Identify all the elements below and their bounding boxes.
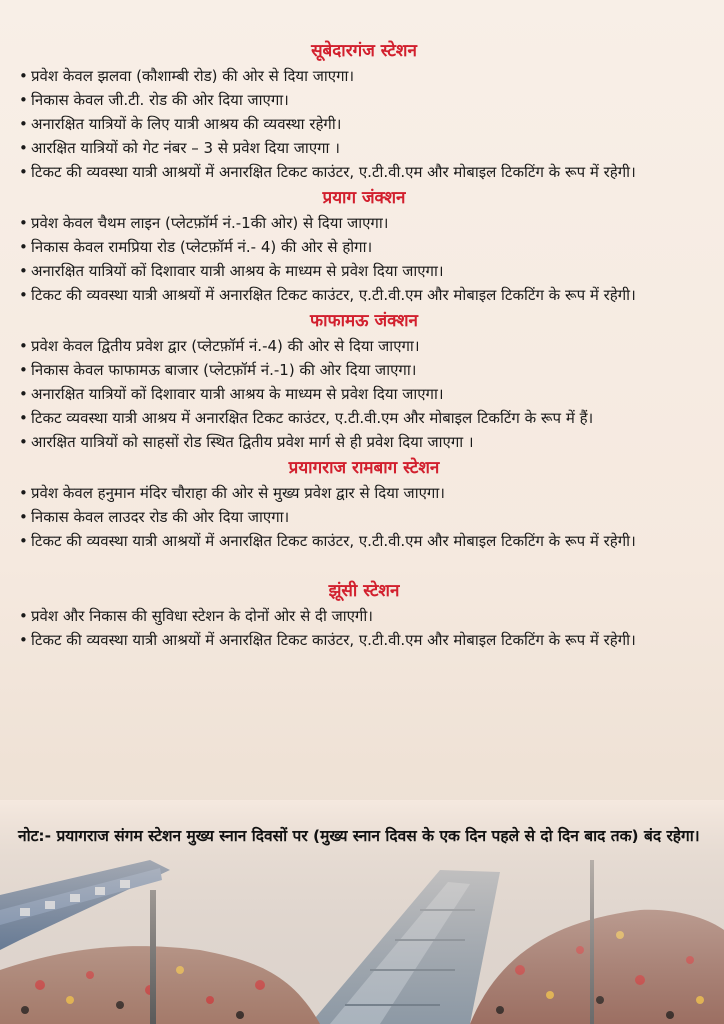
- section-spacer: [18, 554, 710, 576]
- item-list: [18, 65, 710, 183]
- list-item: • टिकट की व्यवस्था यात्री आश्रयों में अनारक्षित टिकट काउंटर, ए.टी.वी.एम और मोबाइल टिकटिंग के रूप में रहेगी।: [18, 161, 710, 183]
- section-prayag-junction: [18, 185, 710, 306]
- list-item: • प्रवेश केवल द्वितीय प्रवेश द्वार (प्लेटफ़ॉर्म नं.-4) की ओर से दिया जाएगा।: [18, 335, 710, 357]
- list-item: • प्रवेश केवल चैथम लाइन (प्लेटफ़ॉर्म नं.-1की ओर) से दिया जाएगा।: [18, 212, 710, 234]
- list-item: • निकास केवल फाफामऊ बाजार (प्लेटफ़ॉर्म नं.-1) की ओर दिया जाएगा।: [18, 359, 710, 381]
- list-item: • टिकट की व्यवस्था यात्री आश्रयों में अनारक्षित टिकट काउंटर, ए.टी.वी.एम और मोबाइल टिकटिंग के रूप में रहेगी।: [18, 629, 710, 651]
- list-item: • निकास केवल जी.टी. रोड की ओर दिया जाएगा।: [18, 89, 710, 111]
- list-item: • प्रवेश केवल हनुमान मंदिर चौराहा की ओर से मुख्य प्रवेश द्वार से दिया जाएगा।: [18, 482, 710, 504]
- list-item: • अनारक्षित यात्रियों कों दिशावार यात्री आश्रय के माध्यम से प्रवेश दिया जाएगा।: [18, 260, 710, 282]
- list-item: • निकास केवल लाउदर रोड की ओर दिया जाएगा।: [18, 506, 710, 528]
- list-item: • निकास केवल रामप्रिया रोड (प्लेटफ़ॉर्म नं.- 4) की ओर से होगा।: [18, 236, 710, 258]
- section-title: प्रयाग जंक्शन: [322, 188, 406, 208]
- list-item: • टिकट व्यवस्था यात्री आश्रय में अनारक्षित टिकट काउंटर, ए.टी.वी.एम और मोबाइल टिकटिंग के रूप में हैं।: [18, 407, 710, 429]
- section-rambagh-station: [18, 455, 710, 552]
- closure-note: नोट:- प्रयागराज संगम स्टेशन मुख्य स्नान दिवसों पर (मुख्य स्नान दिवस के एक दिन पहले से दो दिन बाद तक) बंद रहेगा।: [18, 827, 700, 845]
- item-list: [18, 335, 710, 453]
- list-item: • प्रवेश केवल झलवा (कौशाम्बी रोड) की ओर से दिया जाएगा।: [18, 65, 710, 87]
- section-title: झूंसी स्टेशन: [328, 581, 400, 601]
- section-phaphamau-junction: [18, 308, 710, 453]
- section-title: फाफामऊ जंक्शन: [310, 311, 418, 331]
- section-jhunsi-station: [18, 578, 710, 651]
- section-title: प्रयागराज रामबाग स्टेशन: [288, 458, 440, 478]
- list-item: • अनारक्षित यात्रियों के लिए यात्री आश्रय की व्यवस्था रहेगी।: [18, 113, 710, 135]
- section-title: सूबेदारगंज स्टेशन: [311, 41, 417, 61]
- list-item: • आरक्षित यात्रियों को गेट नंबर – 3 से प्रवेश दिया जाएगा ।: [18, 137, 710, 159]
- list-item: • अनारक्षित यात्रियों कों दिशावार यात्री आश्रय के माध्यम से प्रवेश दिया जाएगा।: [18, 383, 710, 405]
- item-list: [18, 482, 710, 552]
- list-item: • आरक्षित यात्रियों को साहसों रोड स्थित द्वितीय प्रवेश मार्ग से ही प्रवेश दिया जाएगा ।: [18, 431, 710, 453]
- item-list: [18, 212, 710, 306]
- notice-content: [18, 36, 710, 653]
- section-subedarganj: [18, 38, 710, 183]
- item-list: [18, 605, 710, 651]
- list-item: • प्रवेश और निकास की सुविधा स्टेशन के दोनों ओर से दी जाएगी।: [18, 605, 710, 627]
- list-item: • टिकट की व्यवस्था यात्री आश्रयों में अनारक्षित टिकट काउंटर, ए.टी.वी.एम और मोबाइल टिकटिंग के रूप में रहेगी।: [18, 530, 710, 552]
- list-item: • टिकट की व्यवस्था यात्री आश्रयों में अनारक्षित टिकट काउंटर, ए.टी.वी.एम और मोबाइल टिकटिंग के रूप में रहेगी।: [18, 284, 710, 306]
